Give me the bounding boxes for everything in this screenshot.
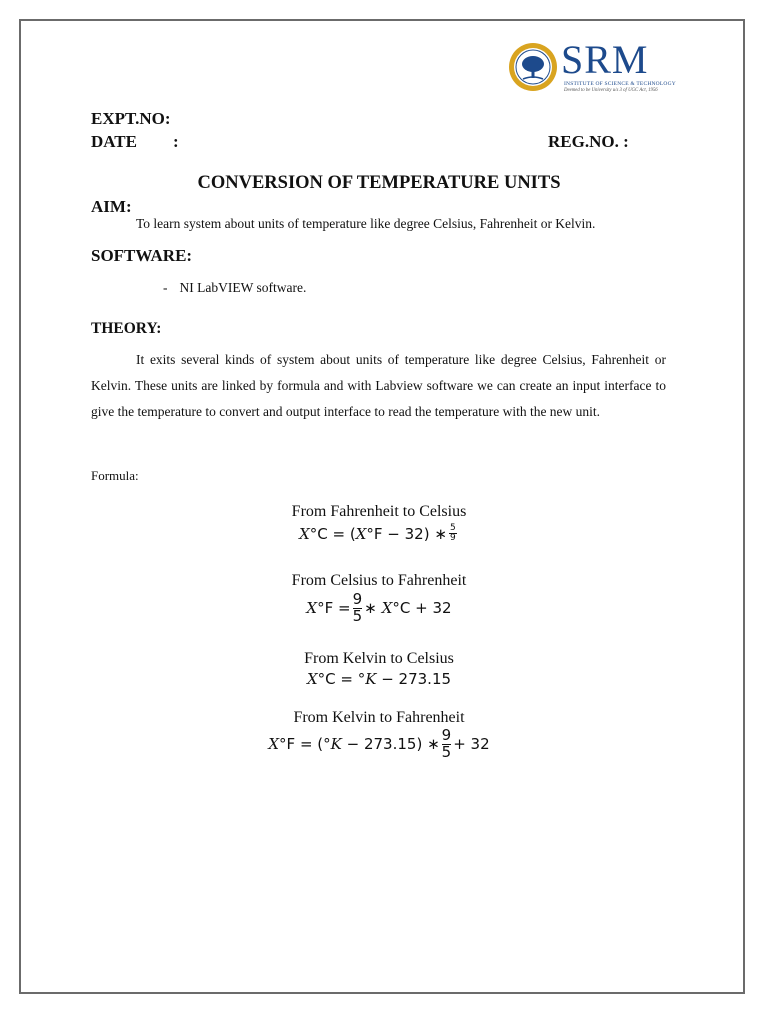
var-k: K — [330, 735, 342, 754]
formula-1-title: From Fahrenheit to Celsius — [291, 503, 467, 520]
aim-text: To learn system about units of temperature like degree Celsius, Fahrenheit or Kelvin. — [136, 216, 596, 231]
eq-part: − 273.15 — [376, 670, 452, 688]
formula-3-title: From Kelvin to Celsius — [304, 650, 454, 667]
fraction — [442, 728, 452, 761]
fraction — [449, 524, 457, 544]
eq-part: °C = ° — [317, 670, 366, 688]
fraction — [353, 592, 363, 625]
university-seal-icon — [508, 42, 558, 92]
formula-2-title: From Celsius to Fahrenheit — [291, 572, 467, 589]
formula-label: Formula: — [91, 468, 139, 483]
eq-part: °F = (° — [279, 735, 331, 754]
eq-part: ∗ — [364, 599, 377, 618]
formula-3-equation — [0, 670, 758, 688]
fraction-denominator: 5 — [441, 742, 452, 761]
list-dash: - — [163, 280, 168, 295]
var-k: K — [365, 670, 377, 688]
formula-1-equation — [0, 524, 758, 544]
var-x: X — [268, 735, 280, 754]
var-x: X — [299, 524, 310, 543]
var-x: X — [306, 599, 318, 618]
fraction-numerator: 5 — [450, 523, 456, 533]
eq-part: − 273.15) ∗ — [341, 735, 440, 754]
theory-paragraph: It exits several kinds of system about units of temperature like degree Celsius, Fahrenheit or Kelvin. These units are linked by formula and with Labview software we can create an input interface to give the temperature to convert and output interface to read the temperature with the new unit. — [91, 352, 666, 419]
date-colon: : — [173, 132, 179, 151]
formula-4-equation — [0, 728, 758, 761]
logo-subtitle: INSTITUTE OF SCIENCE & TECHNOLOGY — [564, 81, 676, 87]
software-item-text: NI LabVIEW software. — [179, 280, 307, 295]
formula-2-equation — [0, 592, 758, 625]
expt-no-label: EXPT.NO: — [91, 109, 171, 128]
theory-heading: THEORY: — [91, 320, 162, 337]
reg-no-label: REG.NO. : — [548, 132, 629, 151]
logo-tagline: Deemed to be University u/s 3 of UGC Act, 1956 — [564, 88, 658, 93]
logo-name: SRM — [561, 37, 649, 82]
eq-part: °C = ( — [309, 524, 356, 543]
software-list-item — [163, 280, 306, 296]
fraction-numerator: 9 — [352, 590, 363, 608]
eq-part: °C + 32 — [392, 599, 452, 618]
date-label: DATE — [91, 132, 137, 151]
fraction-numerator: 9 — [441, 726, 452, 744]
srm-logo — [508, 37, 676, 98]
software-heading: SOFTWARE: — [91, 246, 193, 265]
var-x: X — [306, 670, 318, 688]
var-x: X — [355, 524, 367, 543]
eq-part: + 32 — [453, 735, 490, 754]
document-title: CONVERSION OF TEMPERATURE UNITS — [197, 173, 561, 193]
formula-4-title: From Kelvin to Fahrenheit — [293, 709, 465, 726]
fraction-denominator: 9 — [450, 533, 456, 544]
fraction-denominator: 5 — [352, 606, 363, 625]
eq-part: °F − 32) ∗ — [366, 524, 447, 543]
var-x: X — [381, 599, 393, 618]
eq-part: °F = — [317, 599, 351, 618]
aim-heading: AIM: — [91, 197, 132, 216]
